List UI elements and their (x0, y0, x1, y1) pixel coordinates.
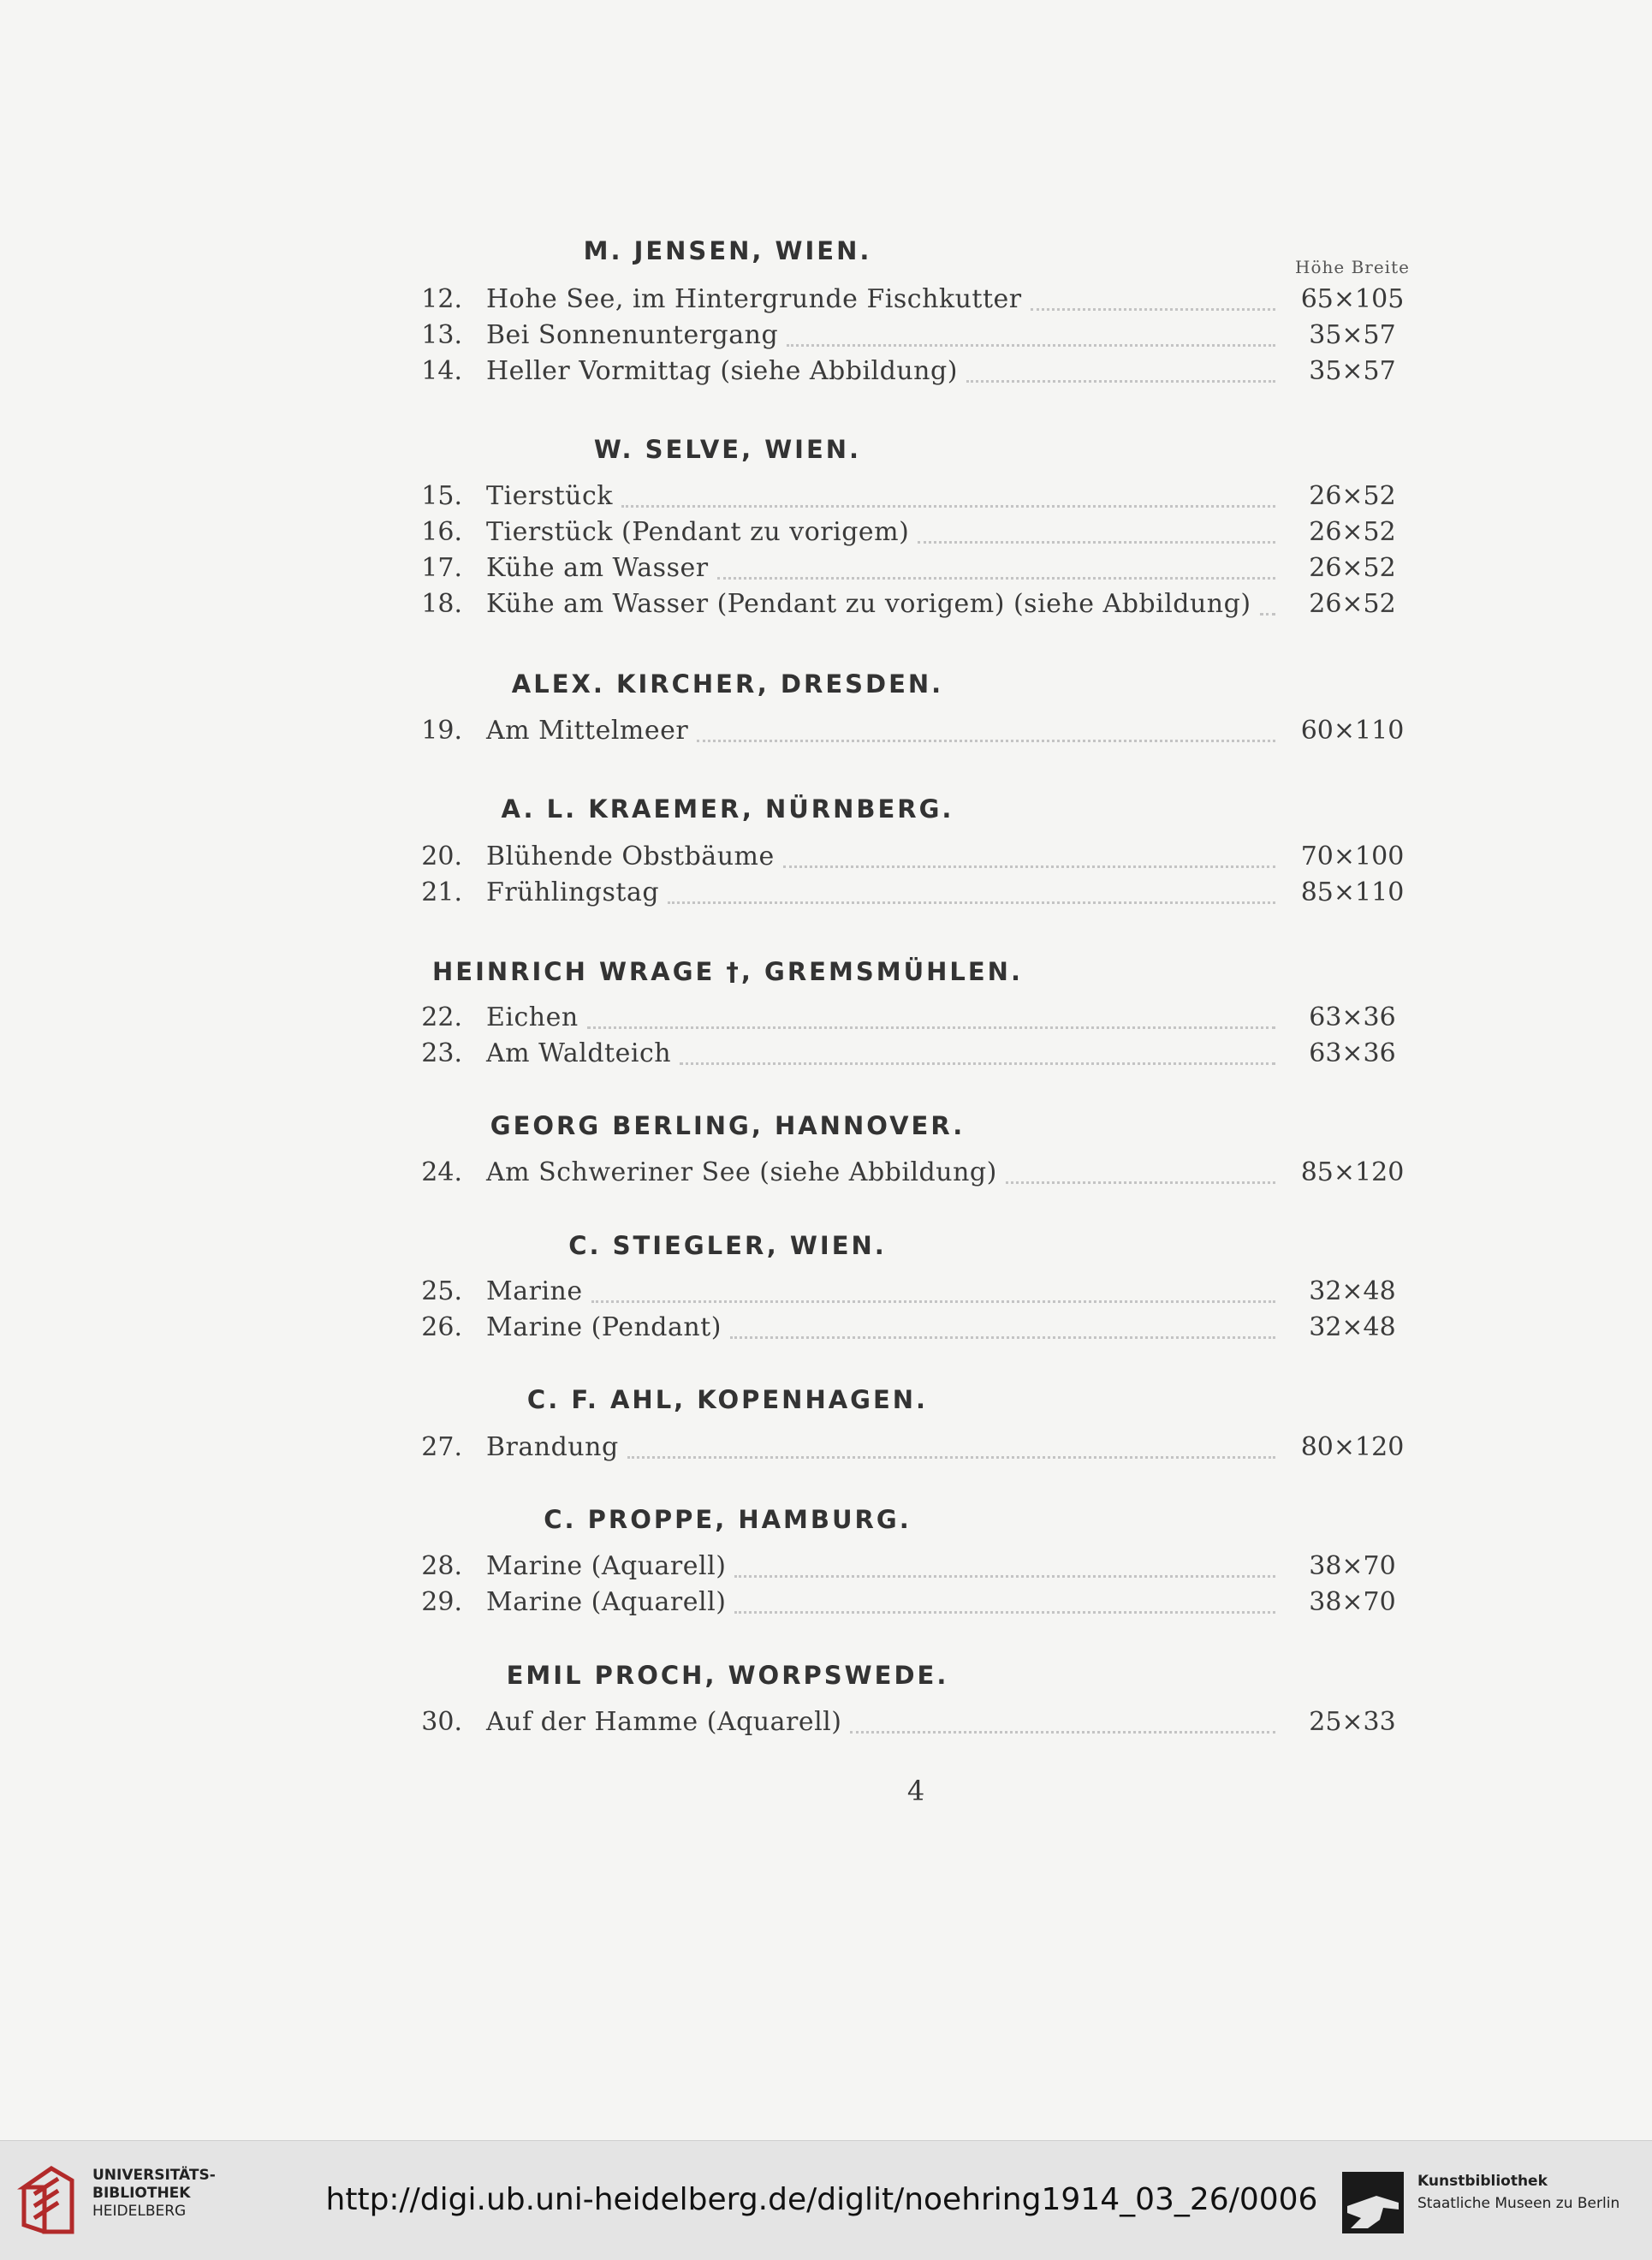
artist-heading: M. JENSEN, WIEN. (583, 236, 872, 265)
dot-leader (717, 577, 1275, 580)
artist-heading: GEORG BERLING, HANNOVER. (490, 1111, 966, 1140)
dot-leader (730, 1336, 1275, 1339)
entry-dimensions: 85×120 (1300, 1157, 1405, 1187)
catalog-entry (0, 716, 1652, 753)
artist-heading: HEINRICH WRAGE †, GREMSMÜHLEN. (432, 957, 1023, 986)
entry-number: 16. (421, 517, 462, 547)
entry-title: Frühlingstag (486, 877, 660, 907)
entry-dimensions: 32×48 (1309, 1312, 1396, 1342)
entry-title: Blühende Obstbäume (486, 842, 775, 871)
entry-dimensions: 26×52 (1309, 589, 1396, 619)
entry-number: 12. (421, 284, 462, 314)
catalog-entry (0, 877, 1652, 915)
entry-title: Am Waldteich (486, 1038, 672, 1068)
entry-number: 14. (421, 356, 462, 386)
entry-title: Kühe am Wasser (486, 553, 709, 583)
artist-heading: C. F. AHL, KOPENHAGEN. (526, 1385, 929, 1414)
dot-leader (668, 901, 1275, 904)
library-line: HEIDELBERG (92, 2203, 187, 2220)
entry-dimensions: 26×52 (1309, 517, 1396, 547)
entry-title: Brandung (486, 1432, 619, 1462)
entry-dimensions: 32×48 (1309, 1276, 1396, 1306)
entry-title: Tierstück (486, 481, 613, 511)
dot-leader (697, 740, 1275, 742)
dot-leader (621, 505, 1275, 508)
catalog-entry (0, 320, 1652, 358)
entry-dimensions: 25×33 (1309, 1707, 1396, 1737)
entry-number: 24. (421, 1157, 462, 1187)
entry-dimensions: 35×57 (1309, 356, 1396, 386)
dot-leader (734, 1611, 1275, 1614)
entry-dimensions: 26×52 (1309, 553, 1396, 583)
entry-number: 27. (421, 1432, 462, 1462)
catalog-entry (0, 1551, 1652, 1589)
entry-dimensions: 63×36 (1309, 1038, 1396, 1068)
catalog-entry (0, 1002, 1652, 1040)
entry-title: Marine (486, 1276, 583, 1306)
entry-number: 22. (421, 1002, 462, 1032)
university-library-logo-icon (17, 2162, 79, 2239)
entry-number: 26. (421, 1312, 462, 1342)
catalog-entry (0, 1312, 1652, 1350)
entry-dimensions: 80×120 (1300, 1432, 1405, 1462)
artist-heading: C. STIEGLER, WIEN. (568, 1231, 887, 1260)
entry-title: Marine (Pendant) (486, 1312, 722, 1342)
entry-title: Am Mittelmeer (486, 716, 689, 746)
entry-dimensions: 60×110 (1300, 716, 1405, 746)
dot-leader (1260, 613, 1275, 616)
entry-number: 30. (421, 1707, 462, 1737)
dot-leader (587, 1026, 1275, 1029)
page-number: 4 (906, 1775, 925, 1807)
partner-line: Staatliche Museen zu Berlin (1417, 2195, 1620, 2212)
catalog-entry (0, 356, 1652, 394)
entry-number: 19. (421, 716, 462, 746)
entry-dimensions: 85×110 (1300, 877, 1405, 907)
entry-title: Hohe See, im Hintergrunde Fischkutter (486, 284, 1022, 314)
library-line: BIBLIOTHEK (92, 2185, 191, 2202)
column-header: Höhe Breite (1295, 257, 1410, 277)
library-line: UNIVERSITÄTS- (92, 2167, 216, 2184)
catalog-entry (0, 553, 1652, 591)
dot-leader (680, 1062, 1275, 1065)
entry-number: 28. (421, 1551, 462, 1581)
dot-leader (787, 344, 1275, 347)
entry-dimensions: 35×57 (1309, 320, 1396, 350)
entry-title: Marine (Aquarell) (486, 1587, 727, 1617)
catalog-entry (0, 589, 1652, 627)
catalog-entry (0, 1432, 1652, 1470)
entry-title: Am Schweriner See (siehe Abbildung) (486, 1157, 997, 1187)
dot-leader (1006, 1181, 1275, 1184)
partner-line: Kunstbibliothek (1417, 2173, 1548, 2190)
entry-dimensions: 38×70 (1309, 1587, 1396, 1617)
catalog-entry (0, 1038, 1652, 1076)
catalog-entry (0, 284, 1652, 322)
catalog-entry (0, 517, 1652, 555)
catalog-entry (0, 842, 1652, 879)
artist-heading: EMIL PROCH, WORPSWEDE. (506, 1661, 949, 1690)
entry-dimensions: 70×100 (1300, 842, 1405, 871)
dot-leader (783, 865, 1275, 868)
entry-number: 21. (421, 877, 462, 907)
entry-number: 13. (421, 320, 462, 350)
source-url[interactable]: http://digi.ub.uni-heidelberg.de/diglit/noehring1914_03_26/0006 (325, 2182, 1318, 2217)
artist-heading: ALEX. KIRCHER, DRESDEN. (511, 669, 944, 699)
entry-number: 23. (421, 1038, 462, 1068)
entry-title: Heller Vormittag (siehe Abbildung) (486, 356, 958, 386)
entry-number: 15. (421, 481, 462, 511)
catalog-entry (0, 1276, 1652, 1314)
entry-title: Kühe am Wasser (Pendant zu vorigem) (siehe Abbildung) (486, 589, 1251, 619)
entry-title: Auf der Hamme (Aquarell) (486, 1707, 842, 1737)
footer-bar (0, 2140, 1652, 2260)
entry-number: 18. (421, 589, 462, 619)
kunstbibliothek-logo-icon (1342, 2172, 1404, 2233)
dot-leader (850, 1731, 1275, 1734)
dot-leader (591, 1300, 1275, 1303)
entry-number: 17. (421, 553, 462, 583)
university-library-name (92, 2167, 216, 2221)
artist-heading: C. PROPPE, HAMBURG. (544, 1505, 912, 1534)
partner-institution-name (1417, 2170, 1619, 2215)
catalog-entry (0, 1587, 1652, 1625)
entry-title: Eichen (486, 1002, 579, 1032)
catalog-entry (0, 1157, 1652, 1195)
catalog-entry (0, 1707, 1652, 1745)
artist-heading: A. L. KRAEMER, NÜRNBERG. (501, 794, 954, 824)
entry-dimensions: 38×70 (1309, 1551, 1396, 1581)
entry-dimensions: 63×36 (1309, 1002, 1396, 1032)
dot-leader (918, 541, 1275, 544)
entry-dimensions: 26×52 (1309, 481, 1396, 511)
entry-title: Tierstück (Pendant zu vorigem) (486, 517, 910, 547)
dot-leader (734, 1575, 1275, 1578)
entry-title: Marine (Aquarell) (486, 1551, 727, 1581)
catalog-entry (0, 481, 1652, 519)
dot-leader (966, 380, 1275, 383)
entry-number: 25. (421, 1276, 462, 1306)
dot-leader (627, 1456, 1275, 1459)
entry-number: 20. (421, 842, 462, 871)
artist-heading: W. SELVE, WIEN. (593, 435, 862, 464)
entry-number: 29. (421, 1587, 462, 1617)
entry-dimensions: 65×105 (1300, 284, 1405, 314)
dot-leader (1031, 308, 1275, 311)
entry-title: Bei Sonnenuntergang (486, 320, 779, 350)
